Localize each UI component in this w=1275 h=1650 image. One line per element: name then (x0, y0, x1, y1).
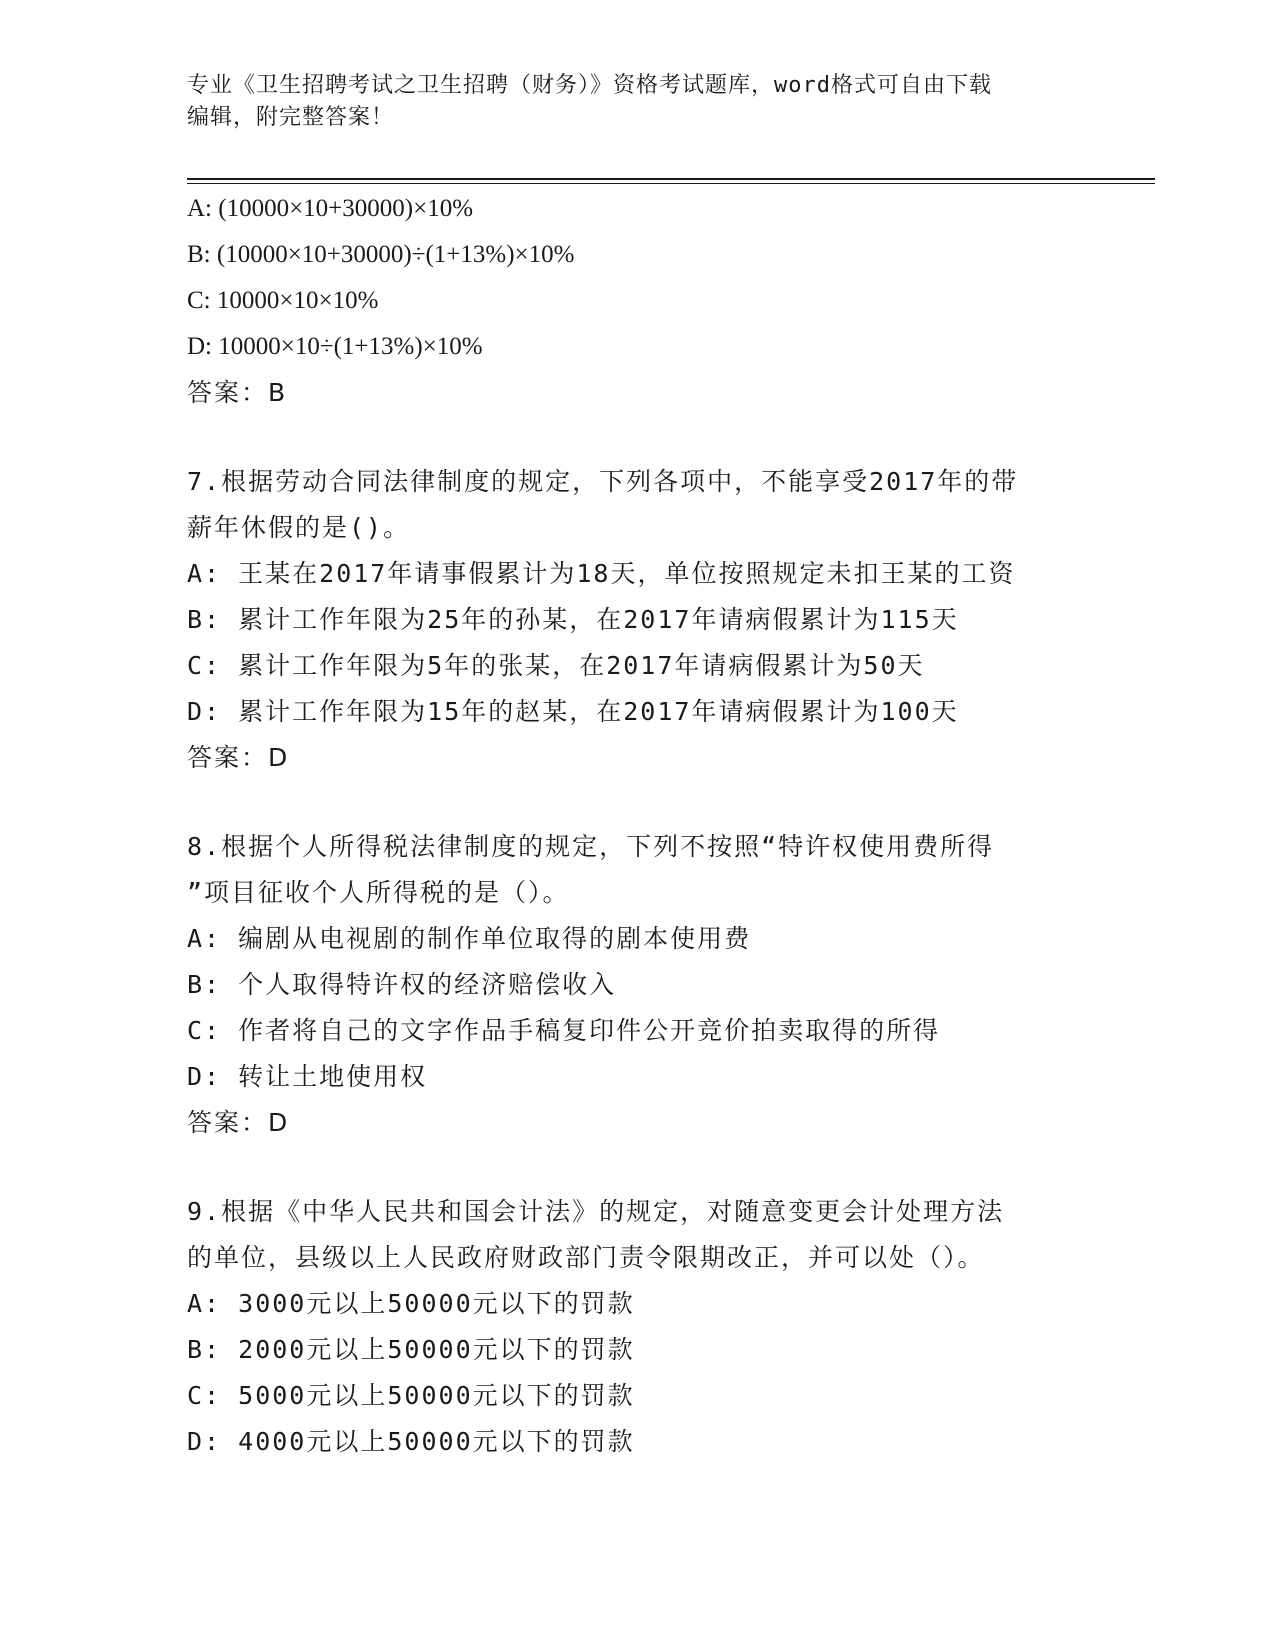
question-stem: 7.根据劳动合同法律制度的规定，下列各项中，不能享受2017年的带 (187, 467, 1019, 496)
option-b: B: (10000×10+30000)÷(1+13%)×10% (187, 241, 575, 268)
answer: 答案：B (187, 378, 288, 407)
option-c: C: 作者将自己的文字作品手稿复印件公开竞价拍卖取得的所得 (187, 1016, 941, 1045)
header-line-2: 编辑，附完整答案！ (187, 105, 395, 130)
question-stem-cont: 薪年休假的是()。 (187, 513, 411, 542)
question-6-options (187, 186, 1147, 416)
option-d: D: 转让土地使用权 (187, 1062, 428, 1091)
header-divider (187, 178, 1155, 184)
question-9 (187, 1189, 1147, 1465)
option-d: D: 4000元以上50000元以下的罚款 (187, 1427, 635, 1456)
option-a: A: 王某在2017年请事假累计为18天，单位按照规定未扣王某的工资 (187, 559, 1016, 588)
option-b: B: 累计工作年限为25年的孙某，在2017年请病假累计为115天 (187, 605, 959, 634)
header-line-1: 专业《卫生招聘考试之卫生招聘（财务）》资格考试题库，word格式可自由下载 (187, 73, 992, 98)
option-b: B: 2000元以上50000元以下的罚款 (187, 1335, 635, 1364)
option-a: A: 编剧从电视剧的制作单位取得的剧本使用费 (187, 924, 752, 953)
option-d: D: 10000×10÷(1+13%)×10% (187, 333, 483, 360)
question-stem-cont: ”项目征收个人所得税的是（）。 (187, 878, 570, 907)
question-content (187, 186, 1147, 1465)
document-header (187, 70, 1087, 134)
option-c: C: 累计工作年限为5年的张某，在2017年请病假累计为50天 (187, 651, 925, 680)
option-c: C: 10000×10×10% (187, 287, 379, 314)
question-8 (187, 824, 1147, 1146)
option-a: A: (10000×10+30000)×10% (187, 195, 474, 222)
question-stem: 9.根据《中华人民共和国会计法》的规定，对随意变更会计处理方法 (187, 1197, 1005, 1226)
answer: 答案：D (187, 743, 290, 772)
question-7 (187, 459, 1147, 781)
option-a: A: 3000元以上50000元以下的罚款 (187, 1289, 635, 1318)
option-b: B: 个人取得特许权的经济赔偿收入 (187, 970, 617, 999)
option-c: C: 5000元以上50000元以下的罚款 (187, 1381, 635, 1410)
answer: 答案：D (187, 1108, 290, 1137)
option-d: D: 累计工作年限为15年的赵某，在2017年请病假累计为100天 (187, 697, 959, 726)
question-stem-cont: 的单位，县级以上人民政府财政部门责令限期改正，并可以处（）。 (187, 1243, 985, 1272)
question-stem: 8.根据个人所得税法律制度的规定，下列不按照“特许权使用费所得 (187, 832, 995, 861)
